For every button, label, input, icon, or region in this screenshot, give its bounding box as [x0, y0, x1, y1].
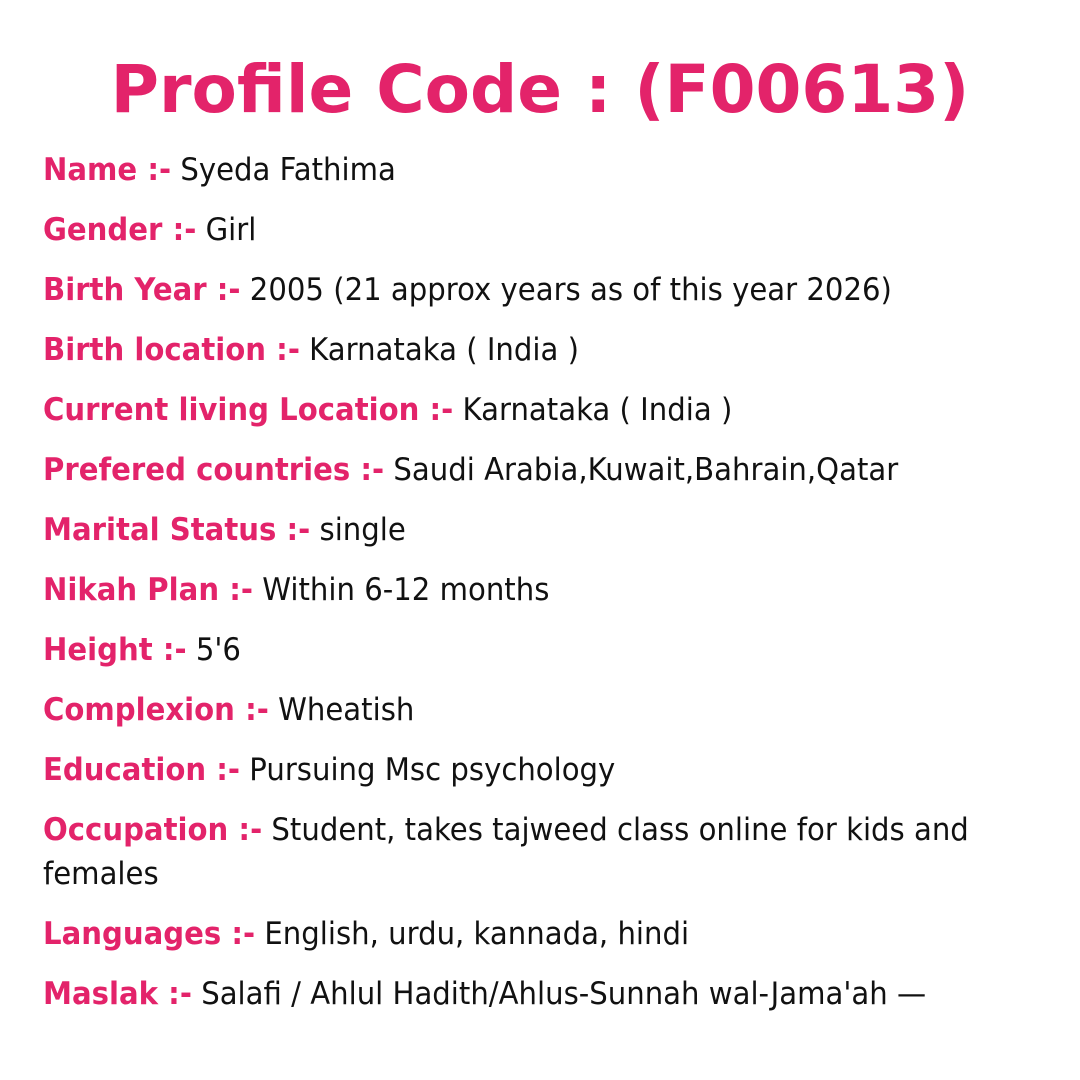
field-label: Height :- — [43, 632, 187, 668]
field-name — [43, 148, 1033, 192]
field-label: Current living Location :- — [43, 392, 454, 428]
field-maslak — [43, 972, 1033, 1016]
field-education — [43, 748, 1033, 792]
field-label: Name :- — [43, 152, 172, 188]
field-nikah-plan — [43, 568, 1033, 612]
field-label: Prefered countries :- — [43, 452, 385, 488]
field-value: Student, takes tajweed class online for kids and females — [43, 812, 969, 892]
field-label: Gender :- — [43, 212, 197, 248]
field-occupation — [43, 808, 1033, 896]
profile-title: Profile Code : (F00613) — [110, 51, 970, 128]
field-label: Marital Status :- — [43, 512, 311, 548]
field-birth-location — [43, 328, 1033, 372]
field-value: Syeda Fathima — [180, 152, 396, 188]
field-label: Birth location :- — [43, 332, 300, 368]
field-value: English, urdu, kannada, hindi — [264, 916, 690, 952]
field-value: Pursuing Msc psychology — [249, 752, 616, 788]
field-value: Girl — [205, 212, 257, 248]
field-value: Karnataka ( India ) — [462, 392, 733, 428]
field-height — [43, 628, 1033, 672]
field-label: Birth Year :- — [43, 272, 241, 308]
field-value: Wheatish — [278, 692, 415, 728]
field-label: Languages :- — [43, 916, 256, 952]
field-complexion — [43, 688, 1033, 732]
field-value: Within 6-12 months — [262, 572, 550, 608]
field-value: Salafi / Ahlul Hadith/Ahlus-Sunnah wal-Jama'ah — — [201, 976, 927, 1012]
field-marital-status — [43, 508, 1033, 552]
field-label: Education :- — [43, 752, 241, 788]
field-label: Complexion :- — [43, 692, 269, 728]
field-value: Karnataka ( India ) — [309, 332, 579, 368]
field-label: Occupation :- — [43, 812, 263, 848]
field-value: 2005 (21 approx years as of this year 2026) — [249, 272, 892, 308]
field-label: Nikah Plan :- — [43, 572, 253, 608]
field-gender — [43, 208, 1033, 252]
field-preferred-countries — [43, 448, 1033, 492]
field-current-location — [43, 388, 1033, 432]
field-value: single — [319, 512, 406, 548]
field-birth-year — [43, 268, 1033, 312]
field-value: Saudi Arabia,Kuwait,Bahrain,Qatar — [393, 452, 899, 488]
profile-fields — [43, 148, 1033, 1032]
field-value: 5'6 — [195, 632, 241, 668]
field-languages — [43, 912, 1033, 956]
field-label: Maslak :- — [43, 976, 192, 1012]
